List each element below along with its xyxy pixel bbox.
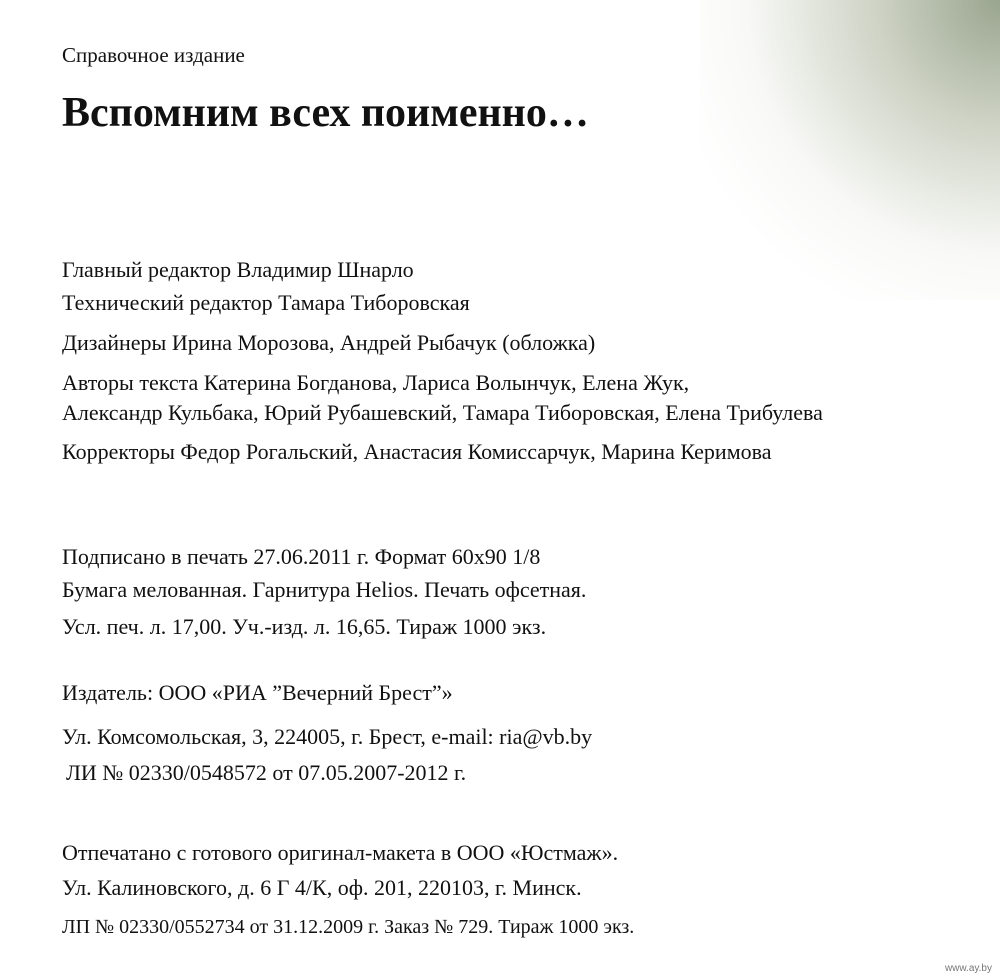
credit-line: Авторы текста Катерина Богданова, Лариса Волынчук, Елена Жук, — [62, 370, 690, 395]
page-shadow — [700, 0, 1000, 300]
credit-line: Александр Кульбака, Юрий Рубашевский, Тамара Тиборовская, Елена Трибулева — [62, 400, 823, 425]
print-info-line: Бумага мелованная. Гарнитура Helios. Печать офсетная. — [62, 577, 587, 602]
print-info-line: Усл. печ. л. 17,00. Уч.-изд. л. 16,65. Тираж 1000 экз. — [62, 614, 547, 639]
print-info-line: Подписано в печать 27.06.2011 г. Формат 60x90 1/8 — [62, 544, 541, 569]
publisher-line: Ул. Комсомольская, 3, 224005, г. Брест, e-mail: ria@vb.by — [62, 724, 593, 749]
printer-line: Отпечатано с готового оригинал-макета в ООО «Юстмаж». — [62, 840, 619, 865]
credit-line: Корректоры Федор Рогальский, Анастасия Комиссарчук, Марина Керимова — [62, 439, 772, 464]
watermark: www.ay.by — [944, 963, 992, 974]
printer-line: Ул. Калиновского, д. 6 Г 4/К, оф. 201, 220103, г. Минск. — [62, 875, 582, 900]
publisher-line: Издатель: ООО «РИА ”Вечерний Брест”» — [62, 680, 453, 705]
credit-line: Технический редактор Тамара Тиборовская — [62, 290, 470, 315]
printer-line: ЛП № 02330/0552734 от 31.12.2009 г. Заказ № 729. Тираж 1000 экз. — [62, 916, 635, 938]
credit-line: Главный редактор Владимир Шнарло — [62, 257, 414, 282]
edition-type: Справочное издание — [62, 43, 245, 67]
book-title: Вспомним всех поименно… — [62, 90, 589, 136]
credit-line: Дизайнеры Ирина Морозова, Андрей Рыбачук (обложка) — [62, 330, 596, 355]
publisher-line: ЛИ № 02330/0548572 от 07.05.2007-2012 г. — [66, 760, 467, 785]
